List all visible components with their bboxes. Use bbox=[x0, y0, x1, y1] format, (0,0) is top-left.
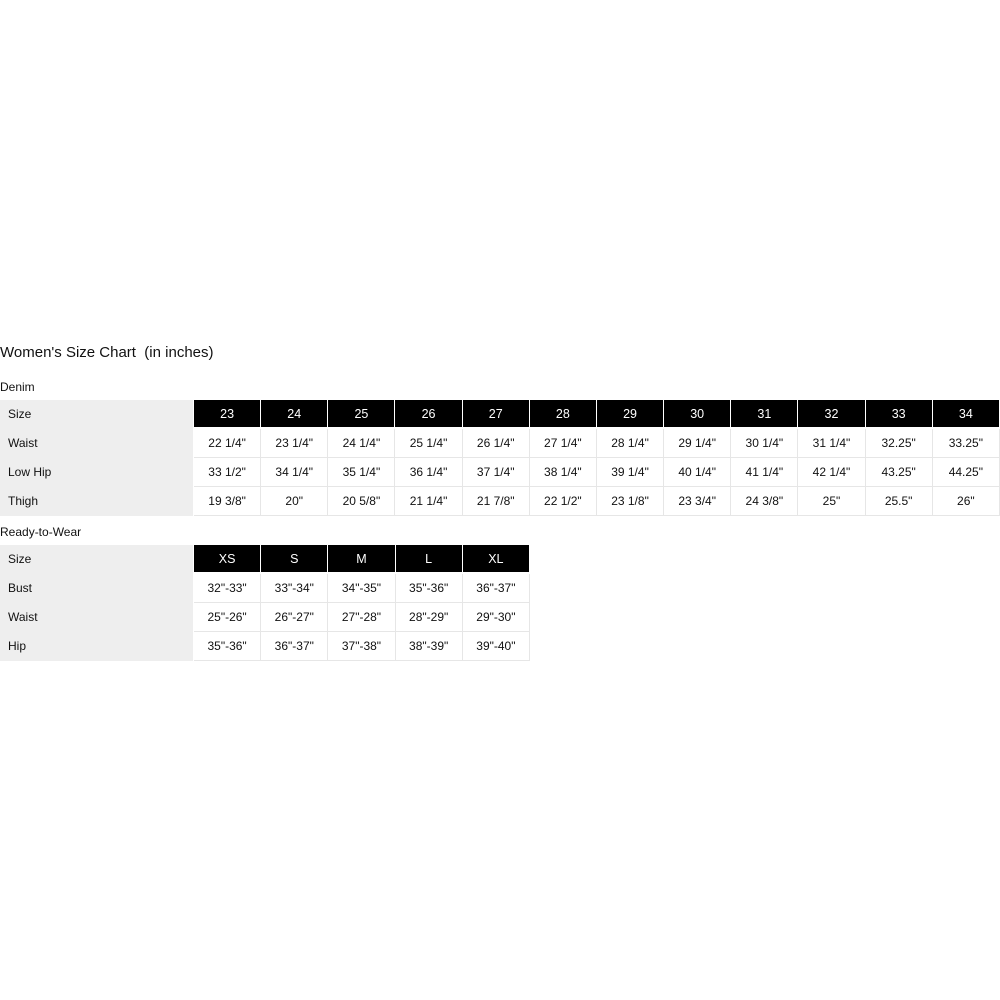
denim-measurement-cell: 22 1/4" bbox=[194, 428, 261, 458]
ready-to-wear-header-row bbox=[0, 545, 530, 573]
denim-measurement-cell: 26" bbox=[932, 487, 999, 516]
denim-size-table bbox=[0, 400, 1000, 516]
ready-to-wear-measurement-cell: 35"-36" bbox=[194, 632, 261, 661]
denim-measurement-cell: 23 1/8" bbox=[596, 487, 663, 516]
denim-measurement-cell: 33 1/2" bbox=[194, 458, 261, 487]
ready-to-wear-row-label: Hip bbox=[0, 632, 194, 661]
ready-to-wear-measurement-cell: 38"-39" bbox=[395, 632, 462, 661]
denim-table-row bbox=[0, 487, 1000, 516]
page-title: Women's Size Chart (in inches) bbox=[0, 344, 214, 361]
denim-measurement-cell: 33.25" bbox=[932, 428, 999, 458]
denim-size-header-cell: 24 bbox=[261, 400, 328, 428]
ready-to-wear-measurement-cell: 27"-28" bbox=[328, 603, 395, 632]
denim-measurement-cell: 40 1/4" bbox=[664, 458, 731, 487]
denim-measurement-cell: 21 7/8" bbox=[462, 487, 529, 516]
denim-measurement-cell: 32.25" bbox=[865, 428, 932, 458]
ready-to-wear-section-label: Ready-to-Wear bbox=[0, 525, 82, 539]
denim-measurement-cell: 22 1/2" bbox=[529, 487, 596, 516]
denim-measurement-cell: 23 1/4" bbox=[261, 428, 328, 458]
ready-to-wear-size-header-label: Size bbox=[0, 545, 194, 573]
denim-measurement-cell: 34 1/4" bbox=[261, 458, 328, 487]
denim-measurement-cell: 21 1/4" bbox=[395, 487, 462, 516]
denim-measurement-cell: 37 1/4" bbox=[462, 458, 529, 487]
denim-row-label: Waist bbox=[0, 428, 194, 458]
denim-header-row bbox=[0, 400, 1000, 428]
denim-size-header-cell: 31 bbox=[731, 400, 798, 428]
denim-table-row bbox=[0, 428, 1000, 458]
denim-size-header-cell: 30 bbox=[664, 400, 731, 428]
ready-to-wear-measurement-cell: 36"-37" bbox=[462, 573, 529, 603]
ready-to-wear-measurement-cell: 26"-27" bbox=[261, 603, 328, 632]
denim-measurement-cell: 35 1/4" bbox=[328, 458, 395, 487]
denim-measurement-cell: 30 1/4" bbox=[731, 428, 798, 458]
ready-to-wear-table-row bbox=[0, 603, 530, 632]
ready-to-wear-size-header-cell: M bbox=[328, 545, 395, 573]
denim-size-header-cell: 29 bbox=[596, 400, 663, 428]
denim-measurement-cell: 29 1/4" bbox=[664, 428, 731, 458]
denim-section-label: Denim bbox=[0, 380, 35, 394]
denim-size-header-cell: 23 bbox=[194, 400, 261, 428]
ready-to-wear-measurement-cell: 36"-37" bbox=[261, 632, 328, 661]
denim-size-header-cell: 27 bbox=[462, 400, 529, 428]
ready-to-wear-measurement-cell: 37"-38" bbox=[328, 632, 395, 661]
denim-size-header-cell: 34 bbox=[932, 400, 999, 428]
ready-to-wear-measurement-cell: 33"-34" bbox=[261, 573, 328, 603]
ready-to-wear-measurement-cell: 39"-40" bbox=[462, 632, 529, 661]
denim-measurement-cell: 24 1/4" bbox=[328, 428, 395, 458]
ready-to-wear-size-table bbox=[0, 545, 530, 661]
denim-measurement-cell: 42 1/4" bbox=[798, 458, 865, 487]
denim-size-header-cell: 26 bbox=[395, 400, 462, 428]
denim-size-header-cell: 28 bbox=[529, 400, 596, 428]
denim-measurement-cell: 25 1/4" bbox=[395, 428, 462, 458]
ready-to-wear-measurement-cell: 35"-36" bbox=[395, 573, 462, 603]
denim-measurement-cell: 25" bbox=[798, 487, 865, 516]
ready-to-wear-measurement-cell: 34"-35" bbox=[328, 573, 395, 603]
denim-size-header-cell: 25 bbox=[328, 400, 395, 428]
denim-measurement-cell: 41 1/4" bbox=[731, 458, 798, 487]
denim-measurement-cell: 27 1/4" bbox=[529, 428, 596, 458]
denim-measurement-cell: 31 1/4" bbox=[798, 428, 865, 458]
denim-row-label: Thigh bbox=[0, 487, 194, 516]
denim-measurement-cell: 38 1/4" bbox=[529, 458, 596, 487]
denim-measurement-cell: 20" bbox=[261, 487, 328, 516]
denim-measurement-cell: 25.5" bbox=[865, 487, 932, 516]
ready-to-wear-measurement-cell: 29"-30" bbox=[462, 603, 529, 632]
denim-table-row bbox=[0, 458, 1000, 487]
ready-to-wear-table-row bbox=[0, 573, 530, 603]
denim-size-header-cell: 33 bbox=[865, 400, 932, 428]
ready-to-wear-size-header-cell: S bbox=[261, 545, 328, 573]
denim-size-header-cell: 32 bbox=[798, 400, 865, 428]
ready-to-wear-table-row bbox=[0, 632, 530, 661]
denim-measurement-cell: 23 3/4" bbox=[664, 487, 731, 516]
denim-measurement-cell: 24 3/8" bbox=[731, 487, 798, 516]
denim-size-header-label: Size bbox=[0, 400, 194, 428]
denim-measurement-cell: 36 1/4" bbox=[395, 458, 462, 487]
ready-to-wear-measurement-cell: 32"-33" bbox=[194, 573, 261, 603]
ready-to-wear-row-label: Bust bbox=[0, 573, 194, 603]
ready-to-wear-measurement-cell: 28"-29" bbox=[395, 603, 462, 632]
ready-to-wear-size-header-cell: XS bbox=[194, 545, 261, 573]
ready-to-wear-measurement-cell: 25"-26" bbox=[194, 603, 261, 632]
denim-measurement-cell: 19 3/8" bbox=[194, 487, 261, 516]
denim-row-label: Low Hip bbox=[0, 458, 194, 487]
denim-measurement-cell: 39 1/4" bbox=[596, 458, 663, 487]
denim-measurement-cell: 28 1/4" bbox=[596, 428, 663, 458]
ready-to-wear-size-header-cell: XL bbox=[462, 545, 529, 573]
ready-to-wear-size-header-cell: L bbox=[395, 545, 462, 573]
denim-measurement-cell: 20 5/8" bbox=[328, 487, 395, 516]
denim-measurement-cell: 44.25" bbox=[932, 458, 999, 487]
denim-measurement-cell: 43.25" bbox=[865, 458, 932, 487]
denim-measurement-cell: 26 1/4" bbox=[462, 428, 529, 458]
ready-to-wear-row-label: Waist bbox=[0, 603, 194, 632]
